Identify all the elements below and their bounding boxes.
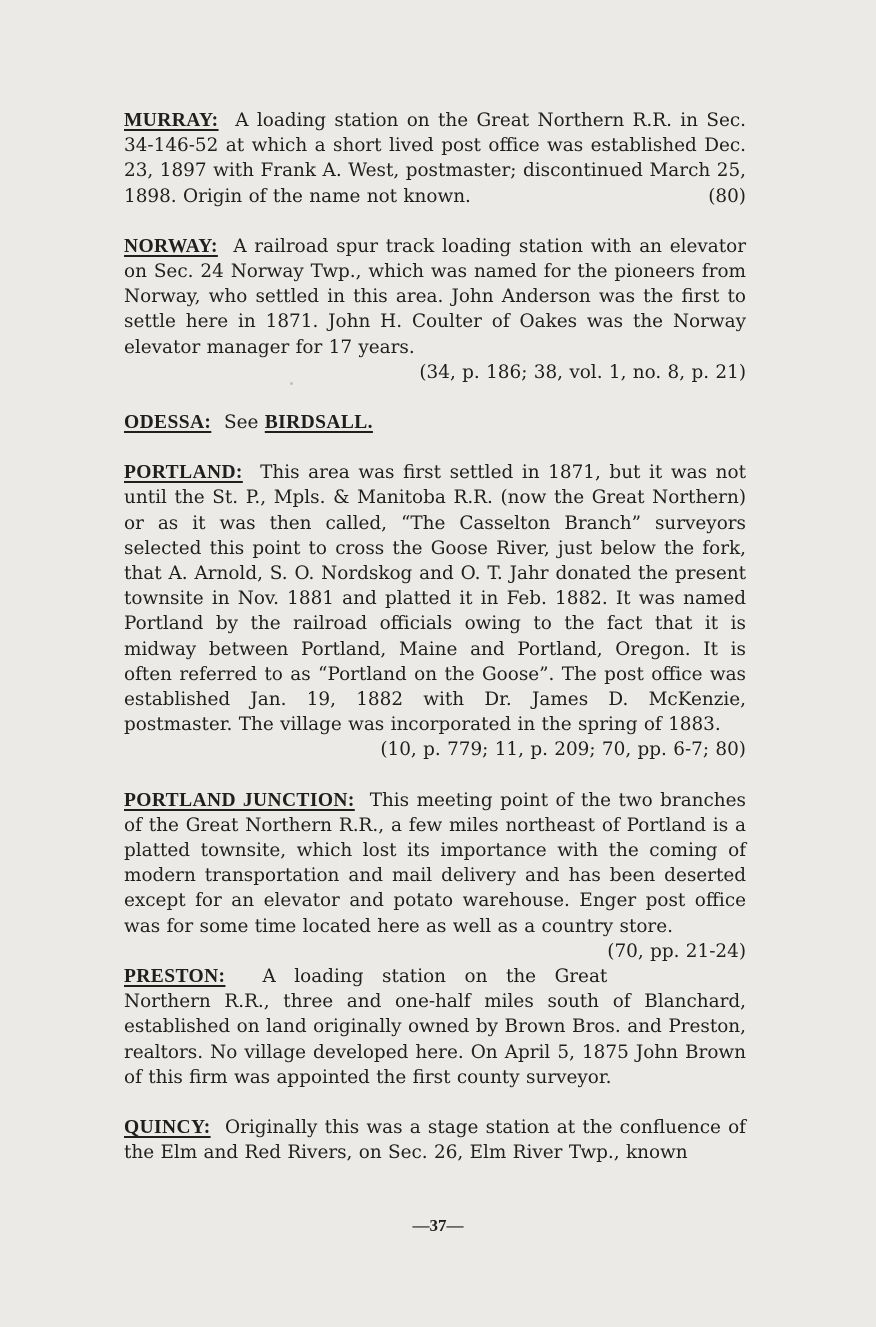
entry-heading: PORTLAND: (124, 462, 243, 484)
entry-reference: (70, pp. 21-24) (607, 940, 746, 962)
page-number: —37— (412, 1216, 464, 1235)
entry-norway (124, 234, 746, 385)
entry-heading: NORWAY: (124, 235, 218, 257)
entry-text: This meeting point of the two branches of the Great Northern R.R., a few miles northeast of Portland is a platted townsite, which lost its importance with the coming of modern transportation and mail delivery and has been deserted except for an elevator and potato warehouse. Enger post office was for some time located here as well as a country store. (124, 789, 746, 937)
entry-heading: PORTLAND JUNCTION: (124, 789, 355, 811)
document-body (124, 108, 746, 1165)
entry-heading: MURRAY: (124, 110, 219, 131)
entry-text: A loading station on the Great Northern R.R., three and one-half miles south of Blanchard, established on land originally owned by Brown Bros. and Preston, realtors. No village developed here. On April 5, 1875 John Brown of this firm was appointed the first county surveyor. (124, 965, 746, 1088)
entry-reference: (10, p. 779; 11, p. 209; 70, pp. 6-7; 80) (380, 739, 746, 761)
entry-heading: PRESTON: (124, 965, 226, 987)
entry-text: A railroad spur track loading station with an elevator on Sec. 24 Norway Twp., which was named for the pioneers from Norway, who settled in this area. John Anderson was the first to settle here in 1871. John H. Coulter of Oakes was the Norway elevator manager for 17 years. (124, 235, 746, 358)
entry-text: A loading station on the Great Northern R.R. in Sec. 34-146-52 at which a short lived post office was established Dec. 23, 1897 with Frank A. West, postmaster; discontinued March 25, 1898. Origin of the name not known. (124, 110, 746, 207)
entry-murray (124, 108, 746, 209)
entry-quincy (124, 1115, 746, 1165)
entry-odessa (124, 410, 746, 435)
entry-heading: ODESSA: (124, 412, 212, 434)
entry-heading: QUINCY: (124, 1116, 211, 1138)
entry-reference: (80) (708, 185, 746, 207)
entry-portland (124, 460, 746, 762)
entry-portland-junction (124, 788, 746, 962)
see-label: See (224, 412, 259, 434)
cross-reference-link: BIRDSALL. (264, 412, 373, 434)
entry-text: Originally this was a stage station at the confluence of the Elm and Red Rivers, on Sec. 26, Elm River Twp., known (124, 1116, 746, 1164)
entry-text: This area was first settled in 1871, but it was not until the St. P., Mpls. & Manitoba R.R. (now the Great Northern) or as it was then called, “The Casselton Branch” surveyors selected this point to cross the Goose River, just below the fork, that A. Arnold, S. O. Nordskog and O. T. Jahr donated the present townsite in Nov. 1881 and platted it in Feb. 1882. It was named Portland by the railroad officials owing to the fact that it is midway between Portland, Maine and Portland, Oregon. It is often referred to as “Portland on the Goose”. The post office was established Jan. 19, 1882 with Dr. James D. McKenzie, postmaster. The village was incorporated in the spring of 1883. (124, 462, 746, 736)
entry-preston (124, 964, 746, 1090)
entry-reference: (34, p. 186; 38, vol. 1, no. 8, p. 21) (419, 361, 746, 383)
